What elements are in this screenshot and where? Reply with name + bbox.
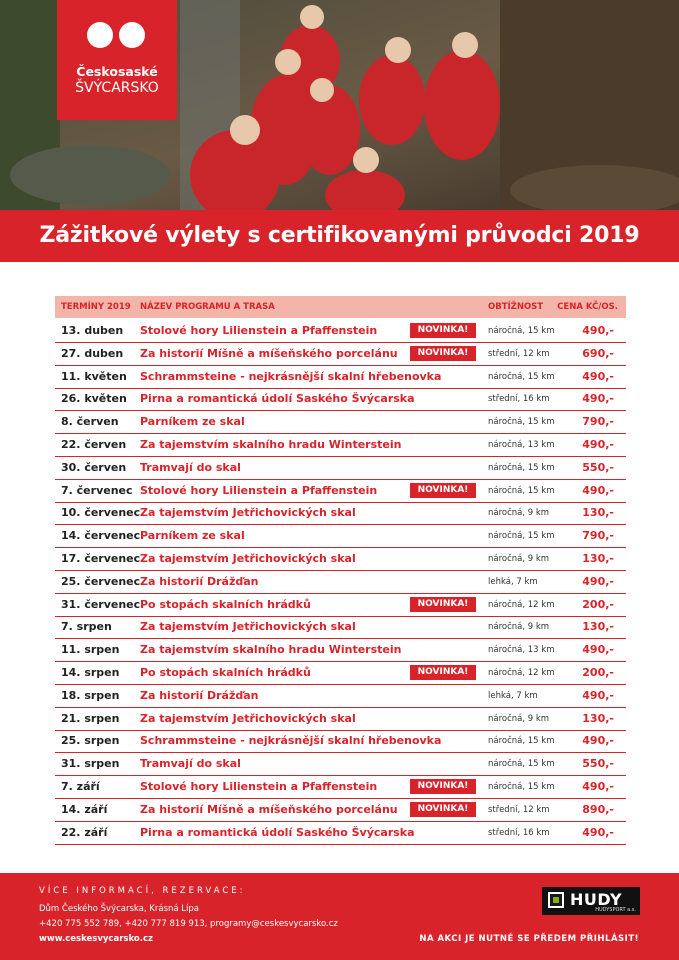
row-difficulty: náročná, 9 km — [488, 622, 550, 633]
table-row — [55, 776, 626, 799]
logo-text-line2: ŠVÝCARSKO — [75, 80, 159, 96]
row-program: Stolové hory Lilienstein a Pfaffenstein — [140, 324, 378, 337]
hudy-logo-text: HUDY — [570, 890, 623, 909]
row-date: 14. červenec — [61, 529, 141, 543]
table-row — [55, 411, 626, 434]
row-price: 690,- — [582, 346, 614, 360]
row-price: 790,- — [582, 529, 614, 543]
table-row — [55, 616, 626, 639]
row-date: 22. červen — [61, 438, 127, 451]
row-date: 17. červenec — [61, 552, 141, 565]
row-date: 25. srpen — [61, 734, 120, 748]
row-date: 14. září — [61, 802, 108, 816]
table-row — [55, 388, 626, 411]
row-date: 22. září — [61, 825, 108, 839]
row-price: 890,- — [582, 802, 614, 816]
row-price: 550,- — [582, 757, 614, 771]
row-date: 31. srpen — [61, 757, 120, 771]
row-difficulty: náročná, 15 km — [488, 782, 555, 792]
row-price: 130,- — [582, 711, 614, 725]
row-difficulty: náročná, 13 km — [488, 645, 555, 656]
new-badge: NOVINKA! — [410, 483, 476, 498]
new-badge: NOVINKA! — [410, 665, 476, 680]
table-row — [55, 343, 626, 366]
column-header-program: NÁZEV PROGRAMU A TRASA — [140, 302, 275, 312]
table-row — [55, 525, 626, 548]
row-program: Za tajemstvím Jetřichovických skal — [140, 506, 356, 520]
table-row — [55, 708, 626, 731]
row-program: Stolové hory Lilienstein a Pfaffenstein — [140, 780, 378, 793]
row-difficulty: náročná, 13 km — [488, 440, 555, 450]
row-date: 11. květen — [61, 369, 127, 383]
page-title: Zážitkové výlety s certifikovanými průvodci 2019 — [39, 223, 640, 248]
row-date: 7. červenec — [61, 483, 133, 497]
row-program: Parníkem ze skal — [140, 415, 245, 429]
row-program: Pirna a romantická údolí Saského Švýcarska — [140, 392, 415, 406]
row-date: 21. srpen — [61, 711, 120, 725]
row-difficulty: lehká, 7 km — [488, 576, 538, 587]
table-row — [55, 662, 626, 685]
row-price: 490,- — [582, 392, 614, 406]
row-price: 490,- — [582, 324, 614, 337]
row-difficulty: náročná, 15 km — [488, 371, 555, 382]
brand-logo — [57, 0, 177, 120]
headline-bar — [0, 210, 679, 262]
row-date: 27. duben — [61, 346, 124, 360]
table-row — [55, 639, 626, 662]
new-badge: NOVINKA! — [410, 597, 476, 612]
row-program: Za historií Drážďan — [140, 688, 259, 702]
row-program: Parníkem ze skal — [140, 529, 245, 543]
row-program: Stolové hory Lilienstein a Pfaffenstein — [140, 483, 378, 497]
row-difficulty: náročná, 15 km — [488, 462, 555, 473]
row-price: 200,- — [582, 666, 614, 679]
row-date: 14. srpen — [61, 666, 120, 679]
row-difficulty: náročná, 15 km — [488, 417, 555, 428]
table-row — [55, 571, 626, 594]
row-price: 550,- — [582, 460, 614, 474]
row-date: 26. květen — [61, 392, 127, 406]
row-program: Schrammsteine - nejkrásnější skalní hřebenovka — [140, 369, 442, 383]
row-price: 490,- — [582, 438, 614, 451]
row-price: 790,- — [582, 415, 614, 429]
row-program: Za historií Drážďan — [140, 574, 259, 588]
table-row — [55, 320, 626, 343]
row-program: Schrammsteine - nejkrásnější skalní hřebenovka — [140, 734, 442, 748]
footer — [0, 873, 679, 960]
row-program: Za historií Míšně a míšeňského porcelánu — [140, 346, 398, 360]
row-date: 18. srpen — [61, 688, 120, 702]
row-date: 31. červenec — [61, 597, 141, 611]
row-price: 130,- — [582, 506, 614, 520]
row-price: 130,- — [582, 552, 614, 565]
table-row — [55, 730, 626, 753]
row-difficulty: lehká, 7 km — [488, 690, 538, 701]
table-row — [55, 366, 626, 389]
row-program: Pirna a romantická údolí Saského Švýcarska — [140, 825, 415, 839]
row-date: 7. září — [61, 780, 100, 793]
row-program: Za tajemstvím Jetřichovických skal — [140, 620, 356, 634]
row-program: Po stopách skalních hrádků — [140, 597, 311, 611]
table-row — [55, 502, 626, 525]
column-header-dates: TERMÍNY 2019 — [61, 302, 131, 312]
row-difficulty: náročná, 9 km — [488, 508, 550, 519]
logo-circle-icon — [87, 22, 113, 48]
new-badge: NOVINKA! — [410, 323, 476, 338]
hudy-logo — [542, 887, 640, 915]
column-header-difficulty: OBTÍŽNOST — [488, 302, 544, 312]
table-row — [55, 685, 626, 708]
footer-website-link[interactable]: www.ceskesvycarsko.cz — [39, 934, 153, 944]
table-row — [55, 480, 626, 503]
table-row — [55, 548, 626, 571]
row-price: 490,- — [582, 825, 614, 839]
row-price: 490,- — [582, 574, 614, 588]
row-difficulty: střední, 16 km — [488, 827, 550, 838]
table-row — [55, 753, 626, 776]
row-program: Tramvají do skal — [140, 757, 241, 771]
row-date: 13. duben — [61, 324, 124, 337]
row-program: Za tajemstvím skalního hradu Winterstein — [140, 643, 402, 657]
row-date: 11. srpen — [61, 643, 120, 657]
hudy-mark-icon — [548, 892, 564, 908]
table-row — [55, 799, 626, 822]
new-badge: NOVINKA! — [410, 779, 476, 794]
row-date: 8. červen — [61, 415, 119, 429]
row-difficulty: náročná, 15 km — [488, 485, 555, 496]
row-difficulty: náročná, 15 km — [488, 531, 555, 542]
row-program: Tramvají do skal — [140, 460, 241, 474]
row-program: Za tajemstvím Jetřichovických skal — [140, 711, 356, 725]
row-difficulty: náročná, 15 km — [488, 326, 555, 336]
row-price: 490,- — [582, 688, 614, 702]
row-price: 490,- — [582, 643, 614, 657]
new-badge: NOVINKA! — [410, 346, 476, 361]
row-difficulty: náročná, 15 km — [488, 759, 555, 770]
row-price: 490,- — [582, 780, 614, 793]
row-date: 10. červenec — [61, 506, 141, 520]
hudy-logo-tagline: HUDYSPORT a.s. — [595, 907, 636, 913]
row-difficulty: náročná, 12 km — [488, 668, 555, 678]
row-program: Po stopách skalních hrádků — [140, 666, 311, 679]
footer-contact: +420 775 552 789, +420 777 819 913, programy@ceskesvycarsko.cz — [39, 919, 338, 929]
registration-notice: NA AKCI JE NUTNÉ SE PŘEDEM PŘIHLÁSIT! — [419, 934, 639, 944]
footer-address: Dům Českého Švýcarska, Krásná Lípa — [39, 904, 199, 914]
row-difficulty: náročná, 15 km — [488, 736, 555, 747]
row-difficulty: střední, 12 km — [488, 348, 550, 359]
column-header-price: CENA KČ/OS. — [557, 302, 618, 312]
row-price: 490,- — [582, 734, 614, 748]
table-row — [55, 594, 626, 617]
footer-title: VÍCE INFORMACÍ, REZERVACE: — [39, 886, 246, 896]
table-row — [55, 822, 626, 845]
row-price: 130,- — [582, 620, 614, 634]
row-price: 490,- — [582, 483, 614, 497]
row-price: 200,- — [582, 597, 614, 611]
row-difficulty: náročná, 12 km — [488, 599, 555, 610]
row-program: Za historií Míšně a míšeňského porcelánu — [140, 802, 398, 816]
row-difficulty: náročná, 9 km — [488, 554, 550, 564]
new-badge: NOVINKA! — [410, 802, 476, 817]
row-date: 7. srpen — [61, 620, 112, 634]
row-difficulty: střední, 12 km — [488, 804, 550, 815]
logo-circle-icon — [119, 22, 145, 48]
row-difficulty: střední, 16 km — [488, 394, 550, 405]
table-header — [55, 296, 626, 318]
table-row — [55, 434, 626, 457]
row-date: 30. červen — [61, 460, 127, 474]
row-price: 490,- — [582, 369, 614, 383]
row-difficulty: náročná, 9 km — [488, 713, 550, 724]
logo-text-line1: Českosaské — [76, 64, 158, 79]
row-program: Za tajemstvím skalního hradu Winterstein — [140, 438, 402, 451]
table-row — [55, 457, 626, 480]
row-date: 25. červenec — [61, 574, 141, 588]
row-program: Za tajemstvím Jetřichovických skal — [140, 552, 356, 565]
